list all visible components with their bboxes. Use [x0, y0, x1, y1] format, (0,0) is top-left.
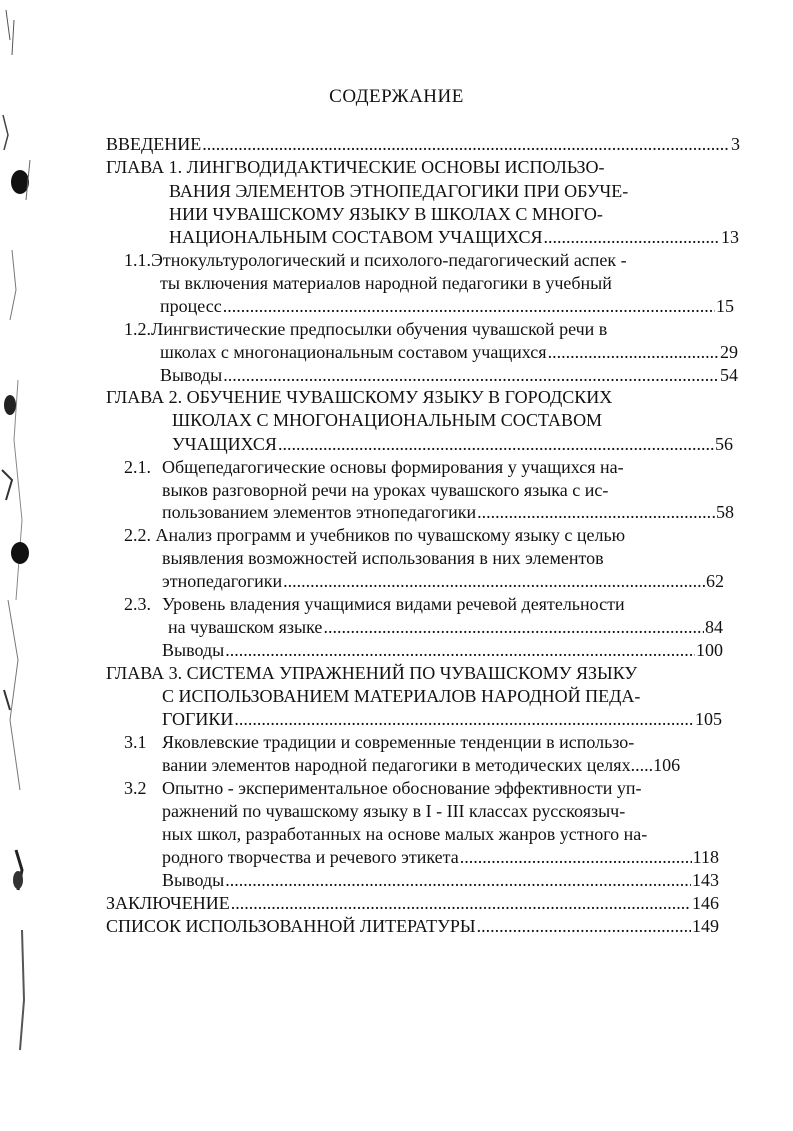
section1-2-line1: 1.2.Лингвистические предпосылки обучения чувашской речи в: [124, 319, 608, 339]
chapter1-line4: НАЦИОНАЛЬНЫМ СОСТАВОМ УЧАЩИХСЯ: [169, 227, 543, 247]
dot-leader: [460, 846, 692, 868]
toc-entry-section1-2: [160, 341, 738, 363]
section2-1-number: 2.1.: [124, 457, 151, 477]
section3-2-number: 3.2: [124, 778, 147, 798]
toc-entry-text: Выводы: [162, 870, 225, 890]
section2-1-line2: выков разговорной речи на уроках чувашского языка с ис-: [162, 480, 609, 500]
toc-entry-chapter2: [172, 433, 733, 455]
dot-leader: [225, 639, 695, 661]
toc-page-number: 13: [721, 227, 739, 247]
toc-entry-chapter3-conclusions: [162, 869, 719, 891]
chapter2-line1: ГЛАВА 2. ОБУЧЕНИЕ ЧУВАШСКОМУ ЯЗЫКУ В ГОРОДСКИХ: [106, 387, 613, 407]
toc-page-number: 84: [705, 617, 723, 637]
toc-entry-text: СПИСОК ИСПОЛЬЗОВАННОЙ ЛИТЕРАТУРЫ: [106, 916, 476, 936]
toc-entry-text: ЗАКЛЮЧЕНИЕ: [106, 893, 230, 913]
toc-entry-section2-3: [168, 616, 723, 638]
toc-page-number: 15: [716, 296, 734, 316]
chapter1-line3: НИИ ЧУВАШСКОМУ ЯЗЫКУ В ШКОЛАХ С МНОГО-: [169, 204, 603, 224]
section3-2-line4: родного творчества и речевого этикета: [162, 847, 459, 867]
toc-page-number: 118: [692, 847, 719, 867]
dot-leader: [231, 892, 691, 914]
dot-leader: [234, 708, 694, 730]
toc-entry-section2-1: [162, 501, 734, 523]
toc-page-number: 143: [692, 870, 719, 890]
toc-entry-intro: [106, 133, 740, 155]
dot-leader: [323, 616, 704, 638]
section2-3-number: 2.3.: [124, 594, 151, 614]
dot-leader: [225, 869, 691, 891]
toc-entry-references: [106, 915, 719, 937]
dot-leader: [202, 133, 730, 155]
toc-entry-chapter2-conclusions: [162, 639, 723, 661]
section2-1-line1: Общепедагогические основы формирования у учащихся на-: [162, 457, 624, 477]
toc-entry-chapter3: [162, 708, 722, 730]
section3-1-line1: Яковлевские традиции и современные тенденции в использо-: [162, 732, 635, 752]
section2-2-line1: 2.2. Анализ программ и учебников по чувашскому языку с целью: [124, 525, 626, 545]
section2-2-line2: выявления возможностей использования в них элементов: [162, 548, 604, 568]
section2-2-line3: этнопедагогики: [162, 571, 283, 591]
chapter3-line1: ГЛАВА 3. СИСТЕМА УПРАЖНЕНИЙ ПО ЧУВАШСКОМУ ЯЗЫКУ: [106, 663, 638, 683]
section2-1-line3: пользованием элементов этнопедагогики: [162, 502, 477, 522]
toc-entry-section1-1: [160, 295, 734, 317]
toc-entry-text: Выводы: [162, 640, 225, 660]
toc-page-number: 146: [692, 893, 719, 913]
section2-3-line1: Уровень владения учащимися видами речевой деятельности: [162, 594, 625, 614]
toc-page-number: 105: [695, 709, 722, 729]
section3-1-line2: вании элементов народной педагогики в методических целях.....106: [162, 755, 681, 775]
section3-2-line3: ных школ, разработанных на основе малых жанров устного на-: [162, 824, 648, 844]
toc-page-number: 149: [692, 916, 719, 936]
dot-leader: [477, 501, 710, 523]
chapter3-line3: ГОГИКИ: [162, 709, 234, 729]
dot-leader: [278, 433, 714, 455]
dot-leader: [223, 364, 719, 386]
dot-leader: [548, 341, 719, 363]
section3-2-line2: ражнений по чувашскому языку в I - III классах русскоязыч-: [162, 801, 626, 821]
dot-leader: [477, 915, 691, 937]
section3-1-number: 3.1: [124, 732, 147, 752]
toc-page-number: 29: [720, 342, 738, 362]
toc-entry-section3-2: [162, 846, 719, 868]
chapter1-line1: ГЛАВА 1. ЛИНГВОДИДАКТИЧЕСКИЕ ОСНОВЫ ИСПОЛЬЗО-: [106, 157, 605, 177]
toc-entry-section2-2: [162, 570, 724, 592]
chapter2-line2: ШКОЛАХ С МНОГОНАЦИОНАЛЬНЫМ СОСТАВОМ: [172, 410, 603, 430]
toc-page-number: .58: [711, 502, 734, 522]
toc-page-number: 3: [731, 134, 740, 154]
section1-1-line3: процесс: [160, 296, 222, 316]
toc-entry-chapter1: [169, 226, 739, 248]
toc-entry-text: Выводы: [160, 365, 223, 385]
section1-1-line1: 1.1.Этнокультурологический и психолого-педагогический аспек -: [124, 250, 627, 270]
chapter3-line2: С ИСПОЛЬЗОВАНИЕМ МАТЕРИАЛОВ НАРОДНОЙ ПЕДА-: [162, 686, 641, 706]
toc-page-number: 56: [715, 434, 733, 454]
toc-page-number: 54: [720, 365, 738, 385]
toc-page-number: 100: [696, 640, 723, 660]
toc-page-number: 62: [706, 571, 724, 591]
dot-leader: [223, 295, 715, 317]
dot-leader: [544, 226, 721, 248]
toc-entry-conclusion: [106, 892, 719, 914]
toc-title: СОДЕРЖАНИЕ: [329, 86, 464, 107]
section3-2-line1: Опытно - экспериментальное обоснование эффективности уп-: [162, 778, 642, 798]
section1-1-line2: ты включения материалов народной педагогики в учебный: [160, 273, 612, 293]
dot-leader: [283, 570, 705, 592]
chapter1-line2: ВАНИЯ ЭЛЕМЕНТОВ ЭТНОПЕДАГОГИКИ ПРИ ОБУЧЕ-: [169, 181, 629, 201]
chapter2-line3: УЧАЩИХСЯ: [172, 434, 277, 454]
toc-entry-text: ВВЕДЕНИЕ: [106, 134, 202, 154]
section2-3-line2: на чувашском языке: [168, 617, 323, 637]
section1-2-line2: школах с многонациональным составом учащихся: [160, 342, 547, 362]
scan-artifacts: [0, 0, 38, 1131]
toc-entry-chapter1-conclusions: [160, 364, 738, 386]
